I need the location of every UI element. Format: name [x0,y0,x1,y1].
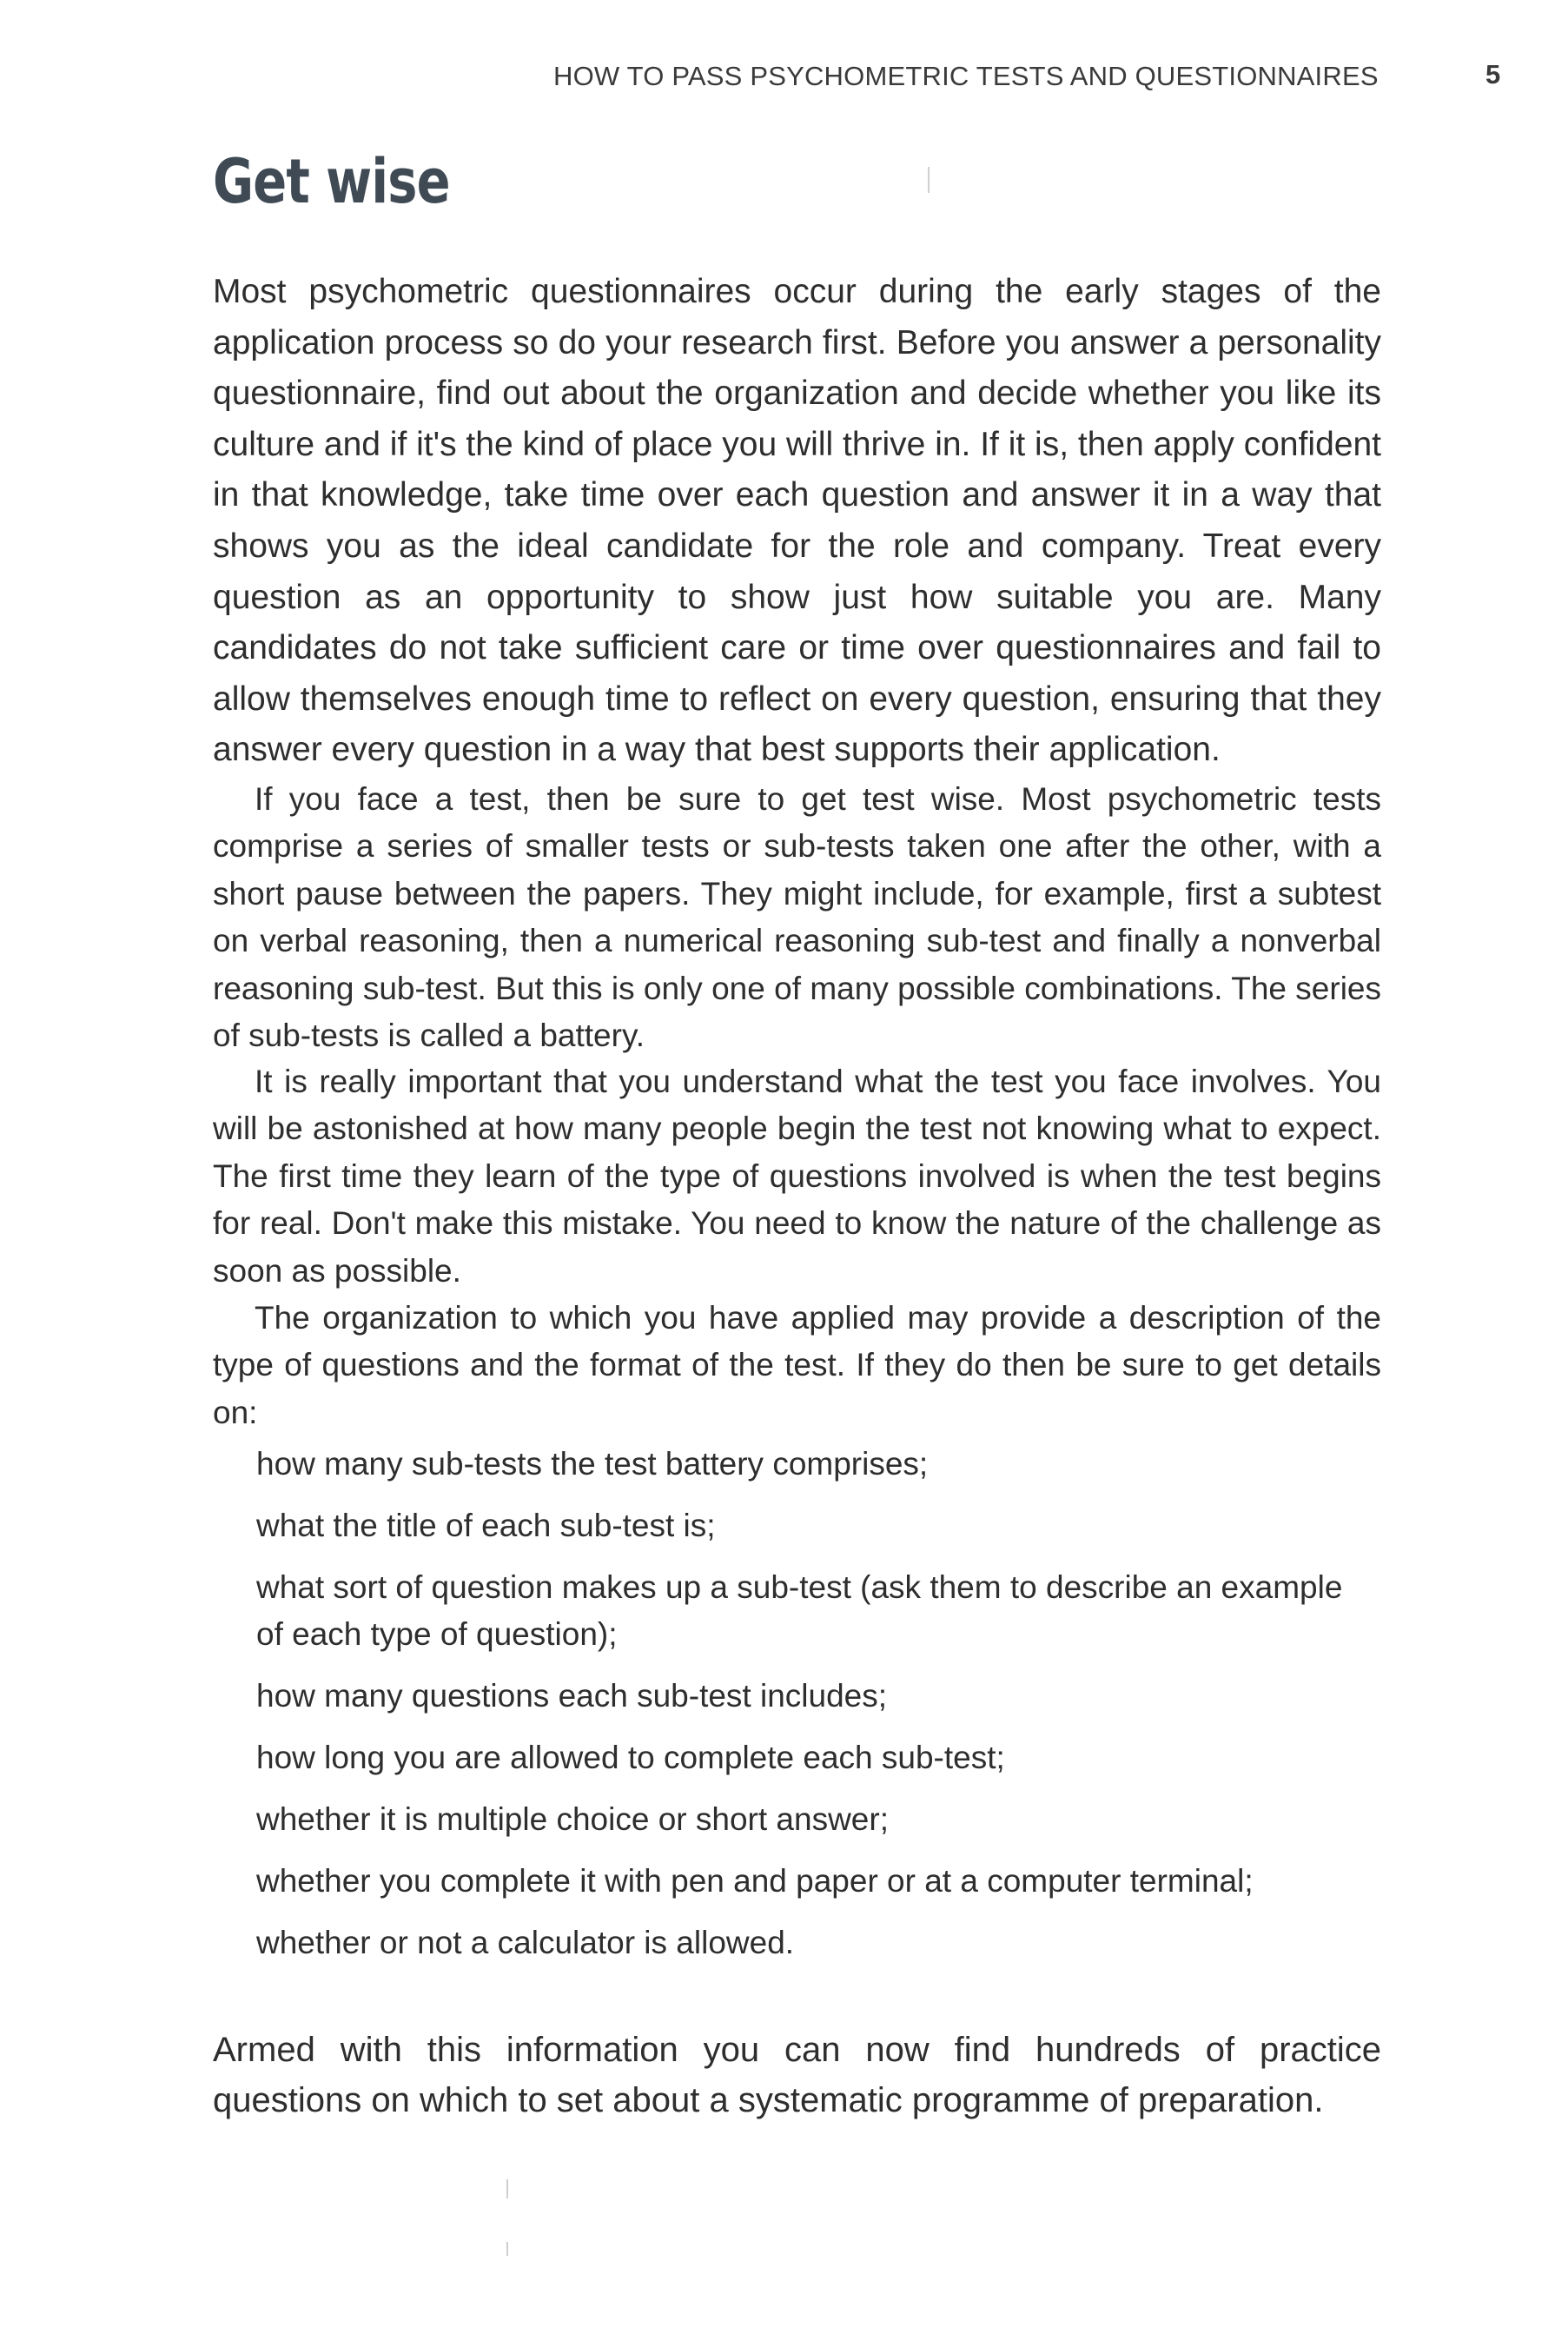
list-item: how many sub-tests the test battery comprises; [256,1446,929,1482]
list-item: whether it is multiple choice or short answer; [256,1801,889,1837]
list-item: what the title of each sub-test is; [256,1508,716,1543]
paragraph-understand-test: It is really important that you understand what the test you face involves. You will be astonished at how many people begin the test not knowing what to expect. The first time they learn of the type of questions involved is when the test begins for real. Don't make this mistake. You need to know the nature of the challenge as soon as possible. [213,1064,1381,1289]
paragraph-organization-details: The organization to which you have applied may provide a description of the type of questions and the format of the test. If they do then be sure to get details on: [213,1300,1381,1430]
scan-mark [928,167,930,193]
details-list [256,1441,1368,1981]
section-title: Get wise [213,146,450,217]
list-item: how long you are allowed to complete each sub-test; [256,1740,1005,1775]
list-item: whether or not a calculator is allowed. [256,1925,795,1960]
list-item: what sort of question makes up a sub-test (ask them to describe an example of each type of question); [256,1569,1343,1652]
paragraph-intro: Most psychometric questionnaires occur during the early stages of the application process so do your research first. Before you answer a personality questionnaire, find out about the organization and decide whether you like its culture and if it's the kind of place you will thrive in. If it is, then apply confident in that knowledge, take time over each question and answer it in a way that shows you as the ideal candidate for the role and company. Treat every question as an opportunity to show just how suitable you are. Many candidates do not take sufficient care or time over questionnaires and fail to allow themselves enough time to reflect on every question, ensuring that they answer every question in a way that best supports their application. [213,273,1381,769]
paragraph-closing: Armed with this information you can now find hundreds of practice questions on which to set about a systematic programme of preparation. [213,2031,1381,2119]
paragraph-test-wise: If you face a test, then be sure to get test wise. Most psychometric tests comprise a series of smaller tests or sub-tests taken one after the other, with a short pause between the papers. They might include, for example, first a subtest on verbal reasoning, then a numerical reasoning sub-test and finally a nonverbal reasoning sub-test. But this is only one of many possible combinations. The series of sub-tests is called a battery. [213,781,1381,1054]
list-item: how many questions each sub-test includes; [256,1678,888,1714]
running-header: HOW TO PASS PSYCHOMETRIC TESTS AND QUESTIONNAIRES [553,61,1379,91]
scan-mark [506,2242,508,2256]
scan-mark [506,2179,508,2198]
page-number: 5 [1485,59,1501,90]
list-item: whether you complete it with pen and paper or at a computer terminal; [256,1863,1254,1899]
